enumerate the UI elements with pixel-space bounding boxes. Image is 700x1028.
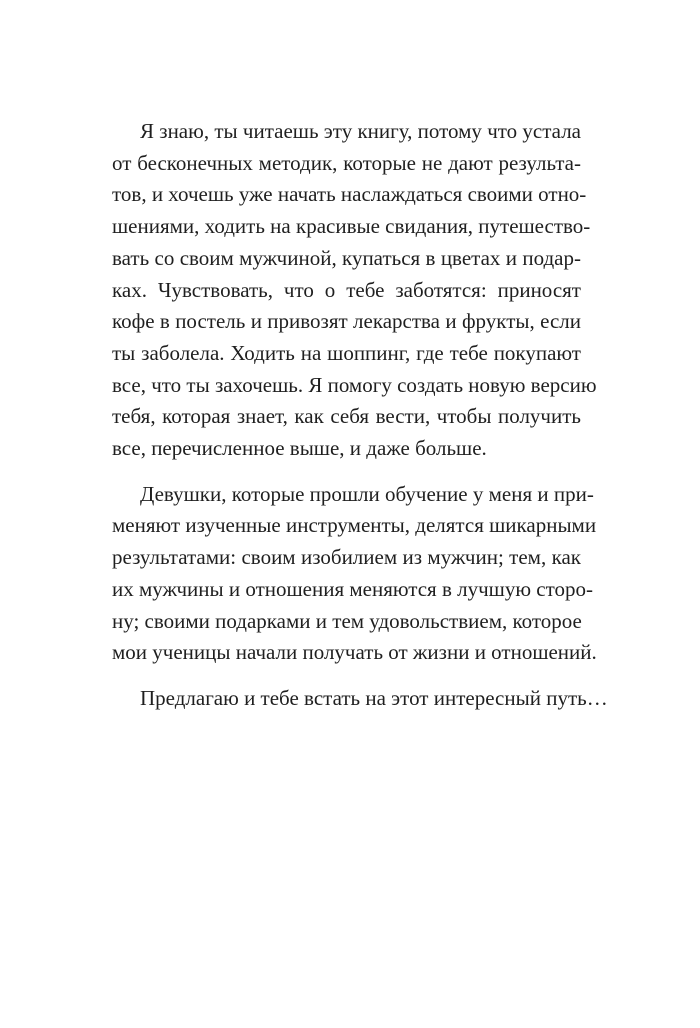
text-line: вать со своим мужчиной, купаться в цветах и подар- xyxy=(112,245,581,270)
text-line: тебя, которая знает, как себя вести, чтобы получить xyxy=(112,404,581,429)
text-line: шениями, ходить на красивые свидания, путешество- xyxy=(112,214,591,239)
paragraph-1 xyxy=(112,116,597,465)
text-line: Девушки, которые прошли обучение у меня и при- xyxy=(140,481,594,506)
paragraph-3 xyxy=(112,683,608,715)
text-line: мои ученицы начали получать от жизни и отношений. xyxy=(112,640,597,665)
text-line: от бесконечных методик, которые не дают результа- xyxy=(112,150,581,175)
text-line: Предлагаю и тебе встать на этот интересный путь… xyxy=(140,685,608,710)
text-line: ках. Чувствовать, что о тебе заботятся: приносят xyxy=(112,277,581,302)
text-line: ну; своими подарками и тем удовольствием, которое xyxy=(112,608,582,633)
text-line: кофе в постель и привозят лекарства и фрукты, если xyxy=(112,309,581,334)
paragraph-2 xyxy=(112,479,597,669)
text-line: результатами: своим изобилием из мужчин; тем, как xyxy=(112,545,581,570)
text-line: Я знаю, ты читаешь эту книгу, потому что устала xyxy=(140,119,581,143)
text-line: меняют изученные инструменты, делятся шикарными xyxy=(112,513,597,538)
text-line: все, перечисленное выше, и даже больше. xyxy=(112,436,487,461)
text-line: ты заболела. Ходить на шоппинг, где тебе покупают xyxy=(112,340,581,365)
text-line: их мужчины и отношения меняются в лучшую сторо- xyxy=(112,576,594,601)
text-line: тов, и хочешь уже начать наслаждаться своими отно- xyxy=(112,182,587,207)
text-line: все, что ты захочешь. Я помогу создать новую версию xyxy=(112,372,597,397)
body-text xyxy=(112,116,608,729)
